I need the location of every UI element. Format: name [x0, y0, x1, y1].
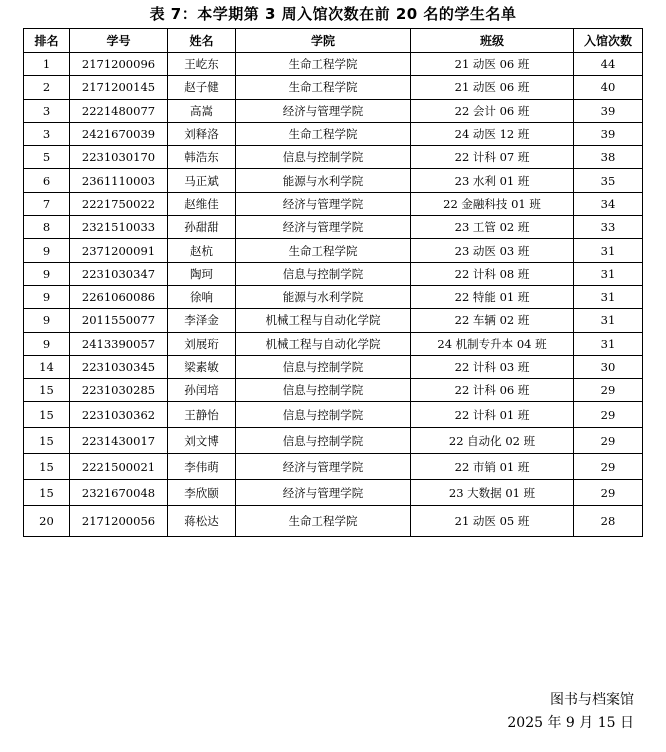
- rank-cell: 1: [24, 53, 70, 76]
- student-name-cell: 韩浩东: [168, 146, 236, 169]
- rank-cell: 7: [24, 192, 70, 215]
- footer-organization: 图书与档案馆: [550, 692, 634, 708]
- rank-cell: 14: [24, 355, 70, 378]
- class-cell: 22 计科 03 班: [411, 355, 574, 378]
- student-id-cell: 2413390057: [70, 332, 168, 355]
- rank-cell: 8: [24, 216, 70, 239]
- visits-cell: 31: [574, 262, 643, 285]
- class-cell: 22 车辆 02 班: [411, 309, 574, 332]
- visits-cell: 30: [574, 355, 643, 378]
- table-row: [24, 309, 643, 332]
- visit-ranking-table: [23, 28, 643, 537]
- student-id-cell: 2171200145: [70, 76, 168, 99]
- visits-cell: 29: [574, 428, 643, 454]
- college-cell: 机械工程与自动化学院: [236, 332, 411, 355]
- student-name-cell: 马正斌: [168, 169, 236, 192]
- visits-cell: 29: [574, 379, 643, 402]
- header-rank: 排名: [24, 29, 70, 53]
- table-row: [24, 402, 643, 428]
- visits-cell: 29: [574, 454, 643, 480]
- visits-cell: 31: [574, 332, 643, 355]
- rank-cell: 9: [24, 332, 70, 355]
- page-title: 表 7：本学期第 3 周入馆次数在前 20 名的学生名单: [149, 5, 517, 23]
- student-id-cell: 2261060086: [70, 285, 168, 308]
- student-id-cell: 2231030362: [70, 402, 168, 428]
- visits-cell: 39: [574, 122, 643, 145]
- class-cell: 23 动医 03 班: [411, 239, 574, 262]
- table-row: [24, 239, 643, 262]
- student-name-cell: 徐响: [168, 285, 236, 308]
- visits-cell: 38: [574, 146, 643, 169]
- table-row: [24, 216, 643, 239]
- class-cell: 22 计科 01 班: [411, 402, 574, 428]
- student-id-cell: 2421670039: [70, 122, 168, 145]
- visits-cell: 33: [574, 216, 643, 239]
- class-cell: 22 特能 01 班: [411, 285, 574, 308]
- college-cell: 机械工程与自动化学院: [236, 309, 411, 332]
- class-cell: 24 机制专升本 04 班: [411, 332, 574, 355]
- student-id-cell: 2231030345: [70, 355, 168, 378]
- visits-cell: 28: [574, 506, 643, 537]
- student-id-cell: 2231030170: [70, 146, 168, 169]
- visits-cell: 40: [574, 76, 643, 99]
- class-cell: 24 动医 12 班: [411, 122, 574, 145]
- rank-cell: 9: [24, 285, 70, 308]
- student-name-cell: 陶珂: [168, 262, 236, 285]
- visits-cell: 31: [574, 285, 643, 308]
- student-name-cell: 高嵩: [168, 99, 236, 122]
- student-name-cell: 刘文博: [168, 428, 236, 454]
- visits-cell: 29: [574, 402, 643, 428]
- visits-cell: 39: [574, 99, 643, 122]
- student-name-cell: 赵子健: [168, 76, 236, 99]
- rank-cell: 15: [24, 428, 70, 454]
- class-cell: 21 动医 06 班: [411, 76, 574, 99]
- rank-cell: 3: [24, 122, 70, 145]
- header-class: 班级: [411, 29, 574, 53]
- class-cell: 22 会计 06 班: [411, 99, 574, 122]
- student-name-cell: 赵杭: [168, 239, 236, 262]
- rank-cell: 2: [24, 76, 70, 99]
- rank-cell: 9: [24, 309, 70, 332]
- college-cell: 经济与管理学院: [236, 480, 411, 506]
- college-cell: 能源与水利学院: [236, 285, 411, 308]
- header-name: 姓名: [168, 29, 236, 53]
- rank-cell: 15: [24, 480, 70, 506]
- class-cell: 21 动医 06 班: [411, 53, 574, 76]
- student-id-cell: 2011550077: [70, 309, 168, 332]
- table-row: [24, 285, 643, 308]
- student-id-cell: 2171200096: [70, 53, 168, 76]
- student-id-cell: 2371200091: [70, 239, 168, 262]
- table-row: [24, 480, 643, 506]
- footer-date: 2025 年 9 月 15 日: [507, 715, 634, 731]
- college-cell: 信息与控制学院: [236, 355, 411, 378]
- rank-cell: 15: [24, 402, 70, 428]
- student-name-cell: 梁素敏: [168, 355, 236, 378]
- rank-cell: 5: [24, 146, 70, 169]
- visits-cell: 31: [574, 309, 643, 332]
- rank-cell: 15: [24, 379, 70, 402]
- student-name-cell: 李泽金: [168, 309, 236, 332]
- student-name-cell: 王静怡: [168, 402, 236, 428]
- college-cell: 经济与管理学院: [236, 216, 411, 239]
- visits-cell: 31: [574, 239, 643, 262]
- table-row: [24, 146, 643, 169]
- student-id-cell: 2321510033: [70, 216, 168, 239]
- college-cell: 经济与管理学院: [236, 99, 411, 122]
- rank-cell: 20: [24, 506, 70, 537]
- table-row: [24, 192, 643, 215]
- class-cell: 22 市销 01 班: [411, 454, 574, 480]
- college-cell: 信息与控制学院: [236, 402, 411, 428]
- header-student-id: 学号: [70, 29, 168, 53]
- table-row: [24, 428, 643, 454]
- student-name-cell: 刘展珩: [168, 332, 236, 355]
- student-name-cell: 赵维佳: [168, 192, 236, 215]
- table-row: [24, 169, 643, 192]
- table-header-row: [24, 29, 643, 53]
- rank-cell: 6: [24, 169, 70, 192]
- class-cell: 22 计科 07 班: [411, 146, 574, 169]
- table-row: [24, 53, 643, 76]
- student-id-cell: 2231030285: [70, 379, 168, 402]
- student-name-cell: 蒋松达: [168, 506, 236, 537]
- table-row: [24, 379, 643, 402]
- college-cell: 生命工程学院: [236, 239, 411, 262]
- table-row: [24, 76, 643, 99]
- table-row: [24, 332, 643, 355]
- table-row: [24, 454, 643, 480]
- student-id-cell: 2221750022: [70, 192, 168, 215]
- class-cell: 22 金融科技 01 班: [411, 192, 574, 215]
- rank-cell: 9: [24, 239, 70, 262]
- visits-cell: 35: [574, 169, 643, 192]
- student-id-cell: 2231030347: [70, 262, 168, 285]
- student-id-cell: 2171200056: [70, 506, 168, 537]
- visits-cell: 29: [574, 480, 643, 506]
- header-visits: 入馆次数: [574, 29, 643, 53]
- student-id-cell: 2231430017: [70, 428, 168, 454]
- class-cell: 23 水利 01 班: [411, 169, 574, 192]
- visits-cell: 44: [574, 53, 643, 76]
- student-name-cell: 孙闰培: [168, 379, 236, 402]
- college-cell: 信息与控制学院: [236, 146, 411, 169]
- rank-cell: 9: [24, 262, 70, 285]
- rank-cell: 15: [24, 454, 70, 480]
- table-row: [24, 355, 643, 378]
- student-name-cell: 李欣颐: [168, 480, 236, 506]
- table-row: [24, 506, 643, 537]
- class-cell: 23 大数据 01 班: [411, 480, 574, 506]
- class-cell: 22 自动化 02 班: [411, 428, 574, 454]
- class-cell: 23 工管 02 班: [411, 216, 574, 239]
- college-cell: 生命工程学院: [236, 122, 411, 145]
- college-cell: 信息与控制学院: [236, 379, 411, 402]
- student-name-cell: 刘释洛: [168, 122, 236, 145]
- college-cell: 生命工程学院: [236, 506, 411, 537]
- class-cell: 22 计科 08 班: [411, 262, 574, 285]
- student-id-cell: 2221480077: [70, 99, 168, 122]
- table-row: [24, 122, 643, 145]
- visits-cell: 34: [574, 192, 643, 215]
- college-cell: 信息与控制学院: [236, 262, 411, 285]
- rank-cell: 3: [24, 99, 70, 122]
- student-id-cell: 2221500021: [70, 454, 168, 480]
- class-cell: 22 计科 06 班: [411, 379, 574, 402]
- table-row: [24, 262, 643, 285]
- college-cell: 经济与管理学院: [236, 192, 411, 215]
- header-college: 学院: [236, 29, 411, 53]
- college-cell: 信息与控制学院: [236, 428, 411, 454]
- student-name-cell: 孙甜甜: [168, 216, 236, 239]
- table-body: [24, 53, 643, 537]
- student-name-cell: 李伟萌: [168, 454, 236, 480]
- class-cell: 21 动医 05 班: [411, 506, 574, 537]
- student-id-cell: 2321670048: [70, 480, 168, 506]
- table-row: [24, 99, 643, 122]
- college-cell: 经济与管理学院: [236, 454, 411, 480]
- college-cell: 能源与水利学院: [236, 169, 411, 192]
- student-id-cell: 2361110003: [70, 169, 168, 192]
- student-name-cell: 王屹东: [168, 53, 236, 76]
- college-cell: 生命工程学院: [236, 76, 411, 99]
- college-cell: 生命工程学院: [236, 53, 411, 76]
